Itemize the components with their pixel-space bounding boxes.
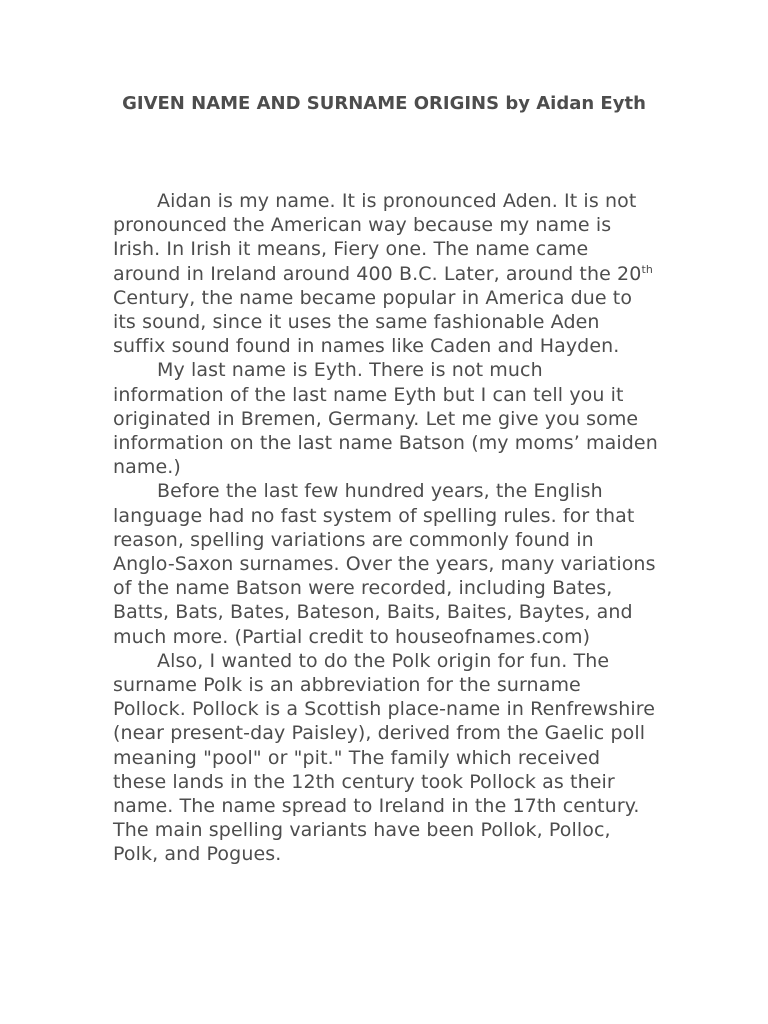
document-body xyxy=(113,189,658,867)
paragraph-given-name xyxy=(113,189,658,358)
paragraph-last-name: My last name is Eyth. There is not much information of the last name Eyth but I can tell you it originated in Bremen, Germany. Let me give you some information on the last name Batson (my moms’ maiden name.) xyxy=(113,359,658,479)
paragraph-polk-origin: Also, I wanted to do the Polk origin for fun. The surname Polk is an abbreviation for the surname Pollock. Pollock is a Scottish place-name in Renfrewshire (near present-day Paisley), derived from the Gaelic poll meaning "pool" or "pit." The family which received these lands in the 12th century took Pollock as their name. The name spread to Ireland in the 17th century. The main spelling variants have been Pollok, Polloc, Polk, and Pogues. xyxy=(113,649,656,866)
paragraph-batson-spelling: Before the last few hundred years, the English language had no fast system of spelling rules. for that reason, spelling variations are commonly found in Anglo-Saxon surnames. Over the years, many variations of the name Batson were recorded, including Bates, Batts, Bats, Bates, Bateson, Baits, Baites, Baytes, and much more. (Partial credit to houseofnames.com) xyxy=(113,480,656,648)
paragraph-text: Century, the name became popular in America due to its sound, since it uses the same fashionable Aden suffix sound found in names like Caden and Hayden. xyxy=(113,286,633,358)
superscript-ordinal: th xyxy=(641,262,653,276)
document-title: GIVEN NAME AND SURNAME ORIGINS by Aidan Eyth xyxy=(122,93,646,114)
paragraph-text: Aidan is my name. It is pronounced Aden. It is not pronounced the American way because my name is Irish. In Irish it means, Fiery one. The name came around in Ireland around 400 B.C. Later, around the 20 xyxy=(113,190,642,285)
